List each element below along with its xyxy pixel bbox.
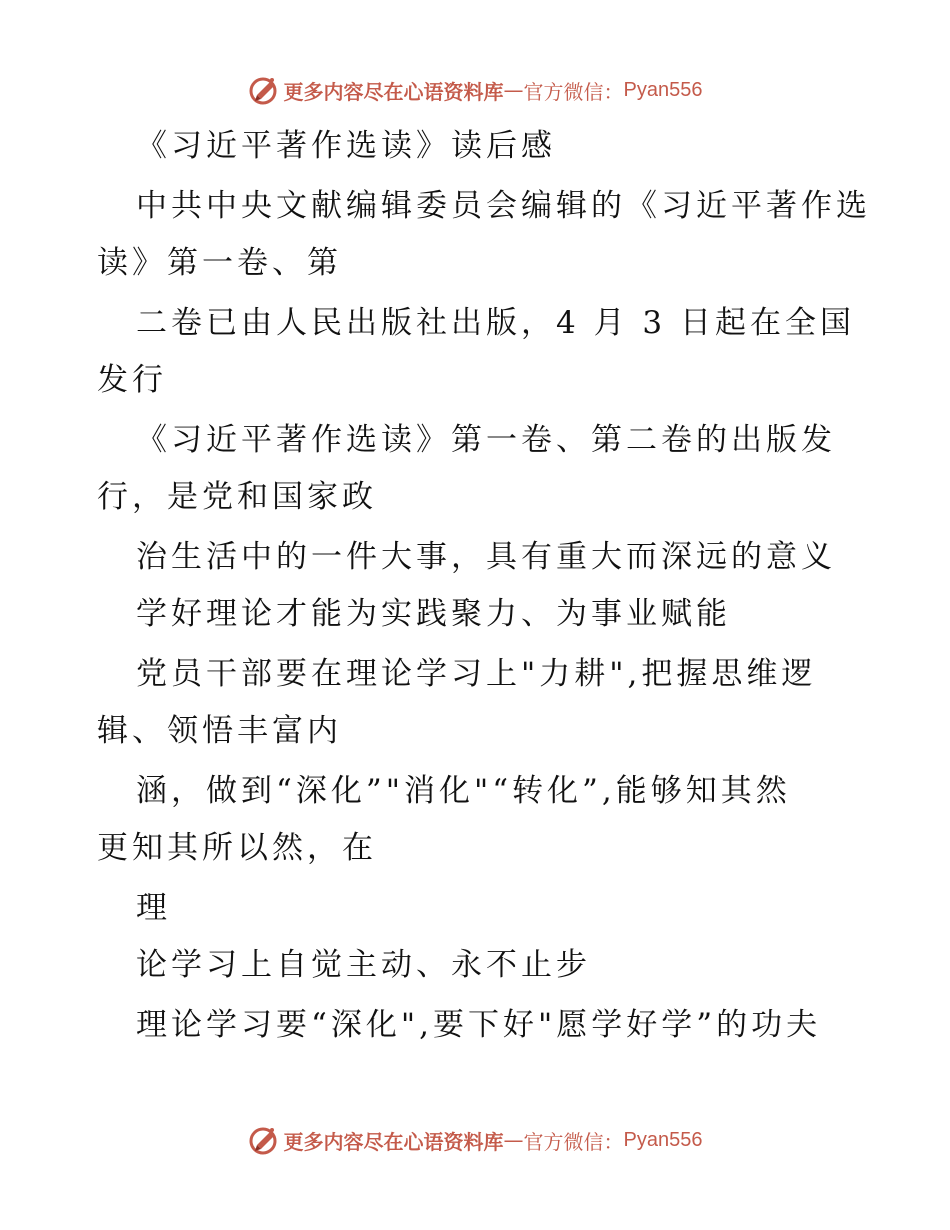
pen-logo-icon [248,1124,280,1156]
footer-banner [0,1120,950,1160]
paragraph-line: 行，是党和国家政 [97,479,377,515]
paragraph-line: 学好理论才能为实践聚力、为事业赋能 [136,596,731,632]
paragraph-line: 治生活中的一件大事，具有重大而深远的意义 [136,539,836,575]
paragraph-line: 理 [136,890,171,926]
banner-separator: — [503,78,524,102]
banner-main-text: 更多内容尽在心语资料库 [283,79,504,104]
banner-sub-text: 官方微信： [523,79,624,104]
banner-separator: — [503,1128,524,1152]
banner-sub-text: 官方微信： [523,1129,624,1154]
paragraph-line: 二卷已由人民出版社出版，4 月 3 日起在全国 [136,305,856,341]
pen-logo-icon [248,74,280,106]
paragraph-line: 读》第一卷、第 [97,245,342,281]
paragraph-line: 理论学习要“深化",要下好"愿学好学”的功夫 [136,1007,822,1043]
banner-wechat-id: Pyan556 [623,78,703,101]
paragraph-line: 党员干部要在理论学习上"力耕",把握思维逻 [136,656,817,692]
document-title: 《习近平著作选读》读后感 [136,128,556,164]
paragraph-line: 发行 [97,362,167,398]
header-banner [0,70,950,110]
paragraph-line: 论学习上自觉主动、永不止步 [136,947,591,983]
paragraph-line: 更知其所以然，在 [97,830,377,866]
banner-main-text: 更多内容尽在心语资料库 [283,1129,504,1154]
paragraph-line: 《习近平著作选读》第一卷、第二卷的出版发 [136,422,836,458]
paragraph-line: 涵，做到“深化”"消化"“转化”,能够知其然 [136,773,791,809]
paragraph-line: 中共中央文献编辑委员会编辑的《习近平著作选 [136,188,871,224]
paragraph-line: 辑、领悟丰富内 [97,713,342,749]
banner-wechat-id: Pyan556 [623,1128,703,1151]
